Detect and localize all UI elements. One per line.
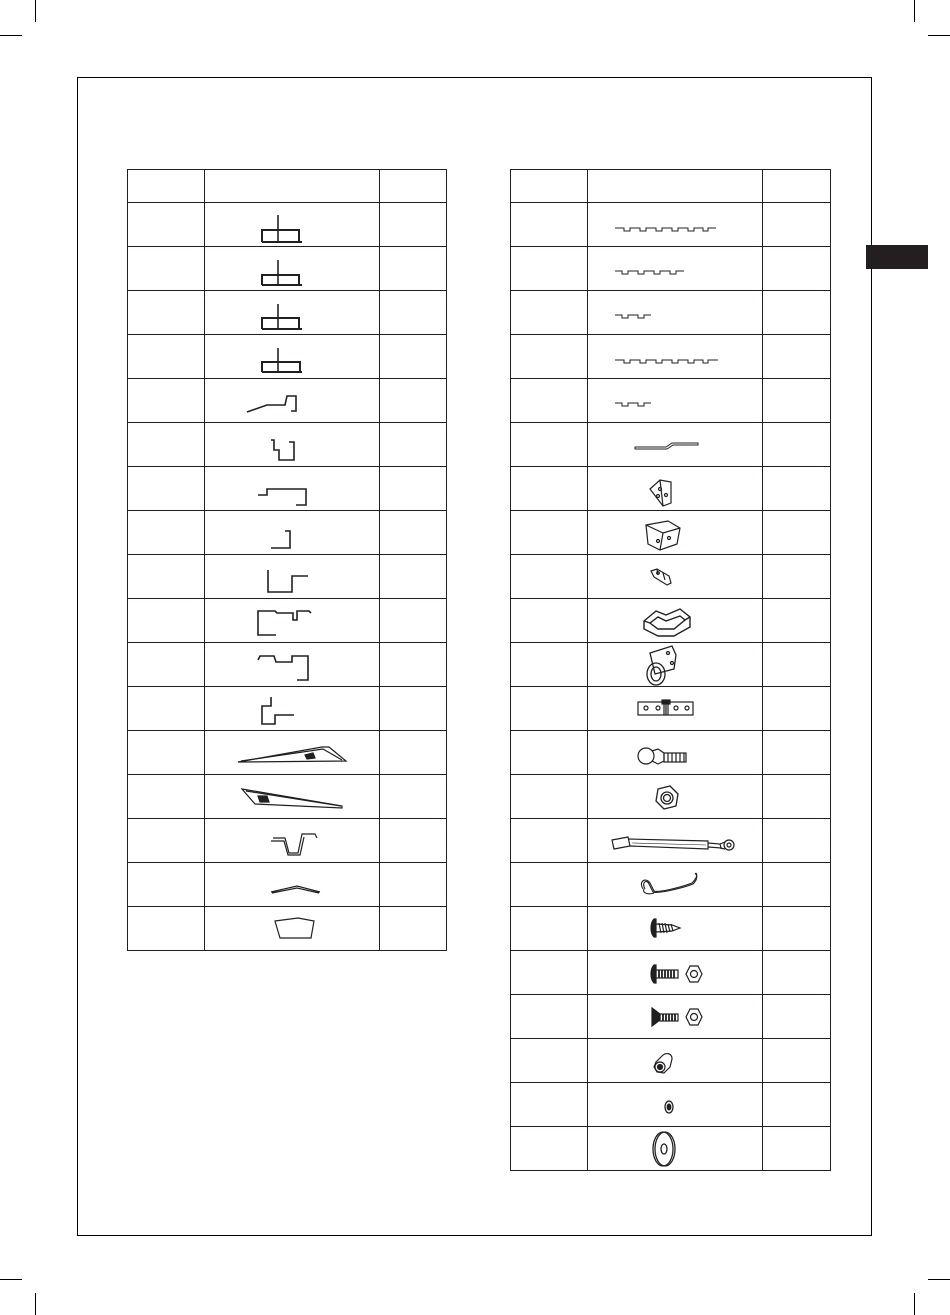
table-row: [511, 423, 831, 467]
part-number-cell: [511, 1127, 588, 1171]
quantity-cell: [380, 775, 447, 819]
quantity-cell: [763, 951, 831, 995]
quantity-cell: [380, 203, 447, 247]
part-number-cell: [128, 379, 205, 423]
large-washer-icon: [588, 1127, 763, 1170]
self-tapping-screw-icon: [588, 907, 763, 950]
quantity-cell: [763, 1039, 831, 1083]
box-corner-bracket-icon: [588, 511, 763, 554]
table-row: [128, 379, 447, 423]
part-drawing-cell: [205, 731, 380, 775]
part-number-cell: [511, 643, 588, 687]
trapezoid-cover-icon: [205, 907, 380, 950]
table-row: [128, 775, 447, 819]
part-drawing-cell: [205, 819, 380, 863]
bent-wire-hook-icon: [588, 863, 763, 906]
part-number-cell: [511, 1039, 588, 1083]
quantity-cell: [763, 819, 831, 863]
omega-profile-icon: [205, 819, 380, 862]
part-number-cell: [128, 863, 205, 907]
quantity-cell: [763, 687, 831, 731]
table-row: [511, 863, 831, 907]
part-drawing-cell: [588, 1083, 763, 1127]
table-header-row: [128, 170, 447, 203]
table-row: [128, 599, 447, 643]
part-drawing-cell: [588, 379, 763, 423]
hinge-icon: [588, 687, 763, 730]
part-number-cell: [511, 555, 588, 599]
table-row: [511, 379, 831, 423]
part-number-cell: [511, 203, 588, 247]
quantity-cell: [763, 555, 831, 599]
crop-mark: [928, 1279, 950, 1280]
ball-stud-icon: [588, 731, 763, 774]
quantity-cell: [380, 863, 447, 907]
part-drawing-cell: [588, 467, 763, 511]
countersunk-bolt-with-nut-icon: [588, 995, 763, 1038]
part-drawing-cell: [588, 555, 763, 599]
table-row: [511, 291, 831, 335]
table-row: [511, 335, 831, 379]
table-row: [511, 511, 831, 555]
table-row: [128, 203, 447, 247]
part-number-cell: [511, 291, 588, 335]
part-drawing-cell: [205, 555, 380, 599]
latch-clip-icon: [588, 555, 763, 598]
part-number-cell: [128, 511, 205, 555]
part-number-cell: [511, 423, 588, 467]
part-number-cell: [128, 819, 205, 863]
hat-channel-inverted-icon: [205, 643, 380, 686]
pan-head-bolt-with-nut-icon: [588, 951, 763, 994]
part-number-cell: [128, 203, 205, 247]
crop-mark: [35, 0, 36, 22]
part-drawing-cell: [205, 467, 380, 511]
part-drawing-cell: [588, 423, 763, 467]
part-number-cell: [511, 951, 588, 995]
part-number-cell: [511, 995, 588, 1039]
part-number-cell: [511, 335, 588, 379]
quantity-cell: [763, 467, 831, 511]
angle-post-wide-icon: [205, 335, 380, 378]
ridge-cap-icon: [205, 863, 380, 906]
part-drawing-cell: [205, 203, 380, 247]
corrugated-strip-extra-long-icon: [588, 335, 763, 378]
part-drawing-cell: [588, 599, 763, 643]
part-number-cell: [128, 599, 205, 643]
corrugated-strip-medium-icon: [588, 247, 763, 290]
part-number-cell: [511, 907, 588, 951]
parts-table-left: [127, 169, 447, 951]
z-profile-icon: [205, 687, 380, 730]
corrugated-strip-long-icon: [588, 203, 763, 246]
hex-nut-icon: [588, 775, 763, 818]
part-drawing-cell: [588, 291, 763, 335]
part-drawing-cell: [588, 203, 763, 247]
part-drawing-cell: [588, 511, 763, 555]
u-channel-profile-icon: [205, 555, 380, 598]
part-drawing-cell: [205, 379, 380, 423]
part-drawing-cell: [205, 863, 380, 907]
crop-mark: [928, 35, 950, 36]
column-header-part: [588, 170, 763, 203]
column-header-no: [511, 170, 588, 203]
quantity-cell: [380, 423, 447, 467]
part-number-cell: [511, 511, 588, 555]
part-drawing-cell: [588, 731, 763, 775]
table-row: [511, 1083, 831, 1127]
table-row: [128, 511, 447, 555]
quantity-cell: [380, 687, 447, 731]
table-row: [511, 555, 831, 599]
part-drawing-cell: [205, 335, 380, 379]
quantity-cell: [763, 731, 831, 775]
part-drawing-cell: [588, 995, 763, 1039]
quantity-cell: [763, 907, 831, 951]
part-drawing-cell: [205, 423, 380, 467]
part-drawing-cell: [205, 247, 380, 291]
table-row: [128, 863, 447, 907]
part-number-cell: [128, 291, 205, 335]
table-row: [128, 731, 447, 775]
crop-mark: [35, 1293, 36, 1315]
table-row: [128, 423, 447, 467]
quantity-cell: [380, 335, 447, 379]
column-header-qty: [763, 170, 831, 203]
table-row: [511, 599, 831, 643]
quantity-cell: [380, 467, 447, 511]
part-drawing-cell: [588, 687, 763, 731]
part-number-cell: [128, 335, 205, 379]
part-number-cell: [511, 599, 588, 643]
part-number-cell: [128, 555, 205, 599]
small-stepped-bracket-icon: [205, 423, 380, 466]
quantity-cell: [763, 995, 831, 1039]
quantity-cell: [763, 863, 831, 907]
quantity-cell: [763, 291, 831, 335]
part-number-cell: [511, 731, 588, 775]
table-row: [128, 467, 447, 511]
quantity-cell: [763, 775, 831, 819]
table-header-row: [511, 170, 831, 203]
part-drawing-cell: [588, 1127, 763, 1171]
part-drawing-cell: [588, 247, 763, 291]
table-row: [128, 643, 447, 687]
offset-bar-icon: [588, 423, 763, 466]
cap-nut-icon: [588, 1039, 763, 1082]
gas-spring-strut-icon: [588, 819, 763, 862]
table-row: [128, 335, 447, 379]
part-drawing-cell: [205, 643, 380, 687]
part-drawing-cell: [588, 1039, 763, 1083]
angle-post-medium-icon: [205, 247, 380, 290]
quantity-cell: [380, 247, 447, 291]
part-number-cell: [511, 819, 588, 863]
part-number-cell: [128, 907, 205, 951]
part-number-cell: [128, 731, 205, 775]
quantity-cell: [380, 555, 447, 599]
part-number-cell: [511, 1083, 588, 1127]
table-row: [511, 247, 831, 291]
table-row: [128, 819, 447, 863]
part-number-cell: [511, 247, 588, 291]
table-row: [511, 203, 831, 247]
table-row: [511, 643, 831, 687]
quantity-cell: [380, 907, 447, 951]
table-row: [511, 995, 831, 1039]
quantity-cell: [763, 379, 831, 423]
corrugated-strip-mini-icon: [588, 379, 763, 422]
quantity-cell: [380, 731, 447, 775]
stepped-rail-left-icon: [205, 379, 380, 422]
part-number-cell: [511, 775, 588, 819]
angle-post-short-icon: [205, 291, 380, 334]
part-drawing-cell: [588, 643, 763, 687]
section-tab-marker: [866, 245, 928, 269]
part-number-cell: [128, 643, 205, 687]
small-washer-icon: [588, 1083, 763, 1126]
table-row: [511, 731, 831, 775]
part-drawing-cell: [205, 775, 380, 819]
column-header-part: [205, 170, 380, 203]
table-row: [128, 555, 447, 599]
quantity-cell: [763, 1127, 831, 1171]
part-number-cell: [128, 775, 205, 819]
part-drawing-cell: [205, 291, 380, 335]
part-drawing-cell: [588, 907, 763, 951]
angle-post-long-icon: [205, 203, 380, 246]
gable-panel-left-icon: [205, 775, 380, 818]
column-header-no: [128, 170, 205, 203]
part-drawing-cell: [588, 863, 763, 907]
quantity-cell: [763, 423, 831, 467]
corrugated-strip-short-icon: [588, 291, 763, 334]
part-number-cell: [511, 687, 588, 731]
quantity-cell: [380, 511, 447, 555]
flange-bushing-icon: [588, 643, 763, 686]
gable-panel-right-icon: [205, 731, 380, 774]
table-row: [511, 1127, 831, 1171]
ridge-corner-connector-icon: [588, 599, 763, 642]
part-drawing-cell: [205, 687, 380, 731]
corner-bracket-icon: [205, 511, 380, 554]
table-row: [128, 907, 447, 951]
part-number-cell: [511, 863, 588, 907]
quantity-cell: [380, 819, 447, 863]
quantity-cell: [763, 643, 831, 687]
part-drawing-cell: [588, 819, 763, 863]
part-number-cell: [128, 687, 205, 731]
quantity-cell: [380, 291, 447, 335]
part-number-cell: [511, 467, 588, 511]
table-row: [511, 775, 831, 819]
table-row: [128, 247, 447, 291]
table-row: [511, 819, 831, 863]
quantity-cell: [380, 643, 447, 687]
crop-mark: [914, 1293, 915, 1315]
part-number-cell: [128, 467, 205, 511]
table-row: [128, 291, 447, 335]
quantity-cell: [763, 1083, 831, 1127]
part-drawing-cell: [588, 335, 763, 379]
parts-table-right: [510, 169, 831, 1171]
column-header-qty: [380, 170, 447, 203]
quantity-cell: [380, 379, 447, 423]
quantity-cell: [763, 599, 831, 643]
quantity-cell: [763, 335, 831, 379]
part-number-cell: [128, 423, 205, 467]
stepped-rail-right-icon: [205, 467, 380, 510]
table-row: [511, 907, 831, 951]
part-number-cell: [128, 247, 205, 291]
table-row: [511, 1039, 831, 1083]
quantity-cell: [763, 247, 831, 291]
part-drawing-cell: [205, 511, 380, 555]
crop-mark: [0, 35, 22, 36]
part-drawing-cell: [588, 775, 763, 819]
quantity-cell: [380, 599, 447, 643]
quantity-cell: [763, 511, 831, 555]
crop-mark: [914, 0, 915, 22]
quantity-cell: [763, 203, 831, 247]
part-number-cell: [511, 379, 588, 423]
hat-channel-wide-icon: [205, 599, 380, 642]
table-row: [511, 951, 831, 995]
part-drawing-cell: [205, 907, 380, 951]
triangle-bracket-icon: [588, 467, 763, 510]
part-drawing-cell: [205, 599, 380, 643]
table-row: [128, 687, 447, 731]
crop-mark: [0, 1279, 22, 1280]
table-row: [511, 467, 831, 511]
table-row: [511, 687, 831, 731]
part-drawing-cell: [588, 951, 763, 995]
